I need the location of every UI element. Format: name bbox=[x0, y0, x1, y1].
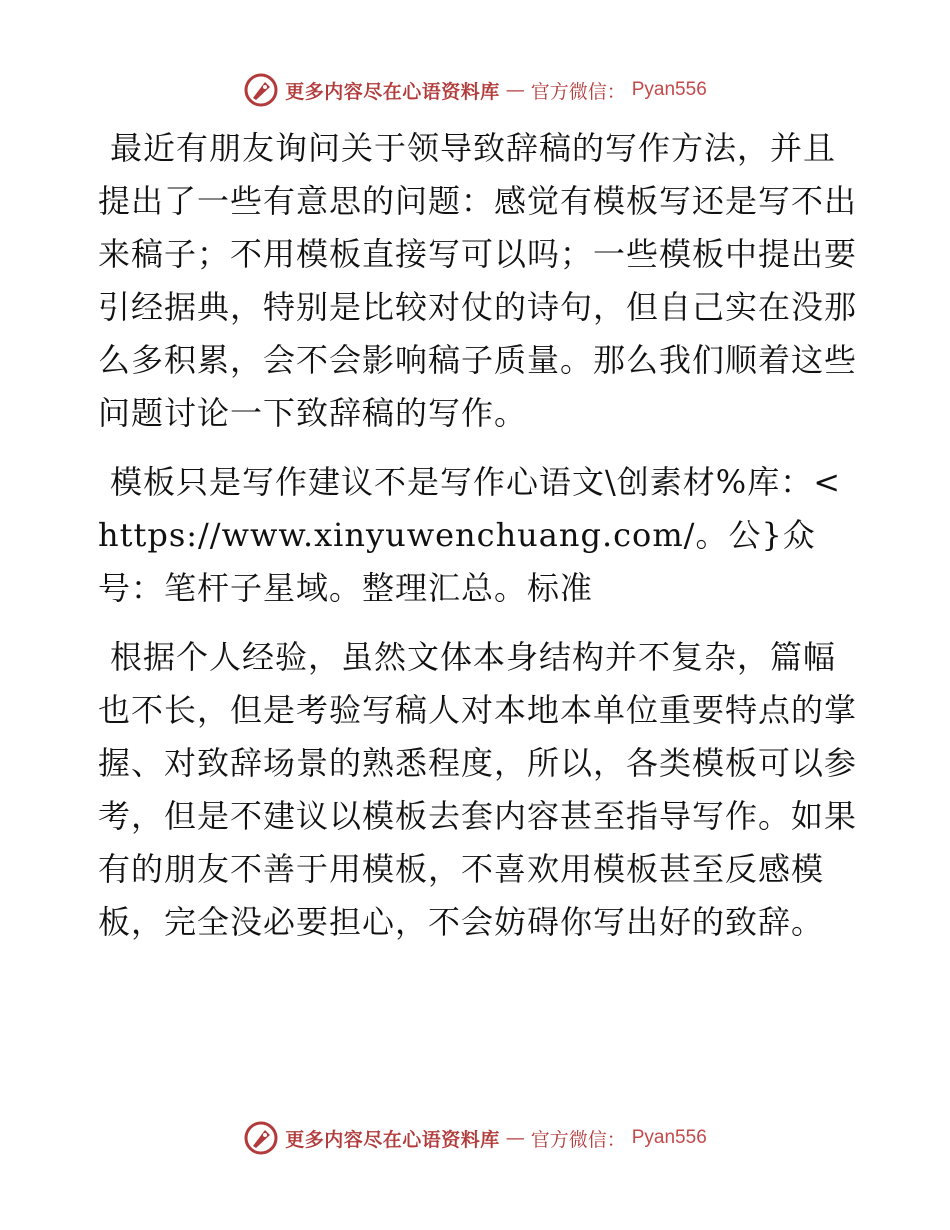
banner-separator: — bbox=[505, 1127, 525, 1149]
banner-wechat-label: 官方微信： bbox=[530, 1128, 626, 1151]
pen-nib-logo-icon bbox=[243, 1120, 279, 1156]
document-body bbox=[98, 122, 858, 965]
banner-wechat-label: 官方微信： bbox=[530, 80, 626, 103]
banner-main-text: 更多内容尽在心语资料库 bbox=[285, 1128, 500, 1151]
paragraph-3: 根据个人经验，虽然文体本身结构并不复杂，篇幅也不长，但是考验写稿人对本地本单位重要特点的掌握、对致辞场景的熟悉程度，所以，各类模板可以参考，但是不建议以模板去套内容甚至指导写作。如果有的朋友不善于用模板，不喜欢用模板甚至反感模板，完全没必要担心，不会妨碍你写出好的致辞。 bbox=[98, 638, 858, 941]
paragraph-2: 模板只是写作建议不是写作心语文\创素材%库：<https://www.xinyuwenchuang.com/。公}众号：笔杆子星域。整理汇总。标准 bbox=[98, 463, 842, 607]
footer-banner bbox=[0, 1118, 950, 1158]
banner-wechat-id: Pyan556 bbox=[631, 79, 707, 100]
pen-nib-logo-icon bbox=[243, 72, 279, 108]
banner-wechat-id: Pyan556 bbox=[631, 1127, 707, 1148]
paragraph-1: 最近有朋友询问关于领导致辞稿的写作方法，并且提出了一些有意思的问题：感觉有模板写还是写不出来稿子；不用模板直接写可以吗；一些模板中提出要引经据典，特别是比较对仗的诗句，但自己实在没那么多积累，会不会影响稿子质量。那么我们顺着这些问题讨论一下致辞稿的写作。 bbox=[98, 129, 858, 432]
header-banner bbox=[0, 70, 950, 110]
banner-separator: — bbox=[505, 79, 525, 101]
banner-main-text: 更多内容尽在心语资料库 bbox=[285, 80, 500, 103]
